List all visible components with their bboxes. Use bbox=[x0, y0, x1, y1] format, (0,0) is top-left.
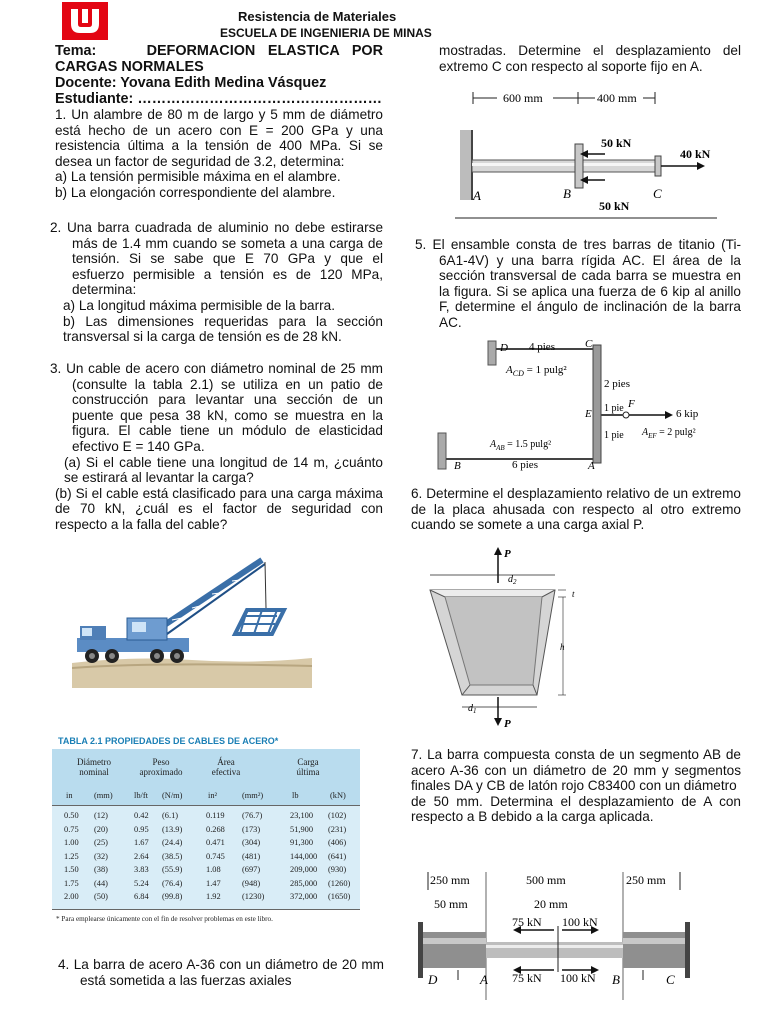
table-cell: 2.00 bbox=[64, 892, 79, 901]
problem-1: 1. Un alambre de 80 m de largo y 5 mm de diámetro está hecho de un acero con E = 200 GPa y una resistencia última a la tensión de 400 MPa. Si se desea un factor de seguridad de 3.2, determina: bbox=[55, 107, 383, 169]
fig5-force: 6 kip bbox=[676, 408, 699, 420]
table-cell: (50) bbox=[94, 892, 108, 901]
figure-problem-7 bbox=[418, 860, 718, 1020]
table-cell: (641) bbox=[328, 851, 347, 861]
table-footnote: * Para emplearse únicamente con el fin de resolver problemas en este libro. bbox=[56, 915, 273, 923]
unit-nm: (N/m) bbox=[162, 791, 183, 800]
left-column bbox=[55, 43, 383, 201]
fig5-label-d: D bbox=[500, 342, 508, 354]
header-area: Área efectiva bbox=[211, 757, 241, 777]
table-cell: 285,000 bbox=[290, 878, 318, 888]
fig7-label-a: A bbox=[480, 972, 488, 987]
table-cell: (24.4) bbox=[162, 838, 183, 847]
fig4-label-a: A bbox=[473, 188, 481, 203]
table-cell: 23,100 bbox=[290, 811, 314, 820]
problem-3a: (a) Si el cable tiene una longitud de 14 m, ¿cuánto se estirará al levantar la carga? bbox=[64, 454, 383, 486]
tema-label: Tema: bbox=[55, 43, 97, 59]
table-cell: 1.08 bbox=[206, 865, 221, 874]
fig6-d2: $d_2$ bbox=[508, 574, 517, 586]
table-cell: (948) bbox=[242, 878, 261, 888]
problem-2a: a) La longitud máxima permisible de la barra. bbox=[63, 297, 336, 313]
unit-in: in bbox=[66, 791, 73, 800]
table-cell: 1.47 bbox=[206, 878, 221, 888]
fig7-d20: 20 mm bbox=[534, 897, 568, 911]
problem-4-continued bbox=[411, 43, 741, 74]
table-cell: 0.75 bbox=[64, 824, 79, 834]
fig4-force-50-bottom: 50 kN bbox=[599, 199, 630, 213]
table-title: TABLA 2.1 PROPIEDADES DE CABLES DE ACERO* bbox=[58, 736, 279, 746]
table-body bbox=[52, 805, 360, 909]
fig6-d1: $d_1$ bbox=[468, 703, 477, 715]
problem-7: 7. La barra compuesta consta de un segmento AB de acero A-36 con un diámetro de 20 mm y segmentos finales DA y CB de latón rojo C83400 con un diámetro bbox=[411, 747, 741, 794]
problem-3b: (b) Si el cable está clasificado para una carga máxima de 70 kN, ¿cuál es el factor de seguridad con respecto a la falla del cable? bbox=[55, 485, 383, 532]
fig5-label-e: E bbox=[585, 408, 592, 420]
table-cell: 144,000 bbox=[290, 851, 318, 861]
table-cell: 2.64 bbox=[134, 851, 149, 861]
cable-properties-table bbox=[52, 733, 360, 938]
university-logo bbox=[62, 2, 108, 40]
table-cell: (930) bbox=[328, 865, 347, 874]
fig7-force-100-top: 100 kN bbox=[562, 915, 598, 929]
fig7-label-c: C bbox=[666, 972, 675, 987]
fig5-span-1a: 1 pie bbox=[604, 403, 624, 414]
table-cell: 209,000 bbox=[290, 865, 318, 874]
fig7-force-100-bottom: 100 kN bbox=[560, 971, 596, 985]
problem-6: 6. Determine el desplazamiento relativo de un extremo de la placa ahusada con respecto al otro extremo cuando se somete a una carga axial P. bbox=[411, 486, 741, 533]
fig5-aef: $A_{EF} = 2$ pulg² bbox=[642, 427, 696, 440]
table-cell: 0.471 bbox=[206, 838, 225, 847]
fig7-dim-mid: 500 mm bbox=[526, 873, 566, 887]
table-cell: 91,300 bbox=[290, 838, 314, 847]
fig4-dim-600: 600 mm bbox=[503, 91, 543, 105]
fig7-dim-right: 250 mm bbox=[626, 873, 666, 887]
fig5-span-1b: 1 pie bbox=[604, 430, 624, 441]
table-cell: 0.119 bbox=[206, 811, 225, 820]
fig5-label-f: F bbox=[628, 398, 635, 410]
problem-5-block bbox=[411, 237, 741, 331]
estudiante: Estudiante: …………………………………………… bbox=[55, 91, 382, 107]
header-weight: Peso aproximado bbox=[139, 757, 183, 777]
unit-kn: (kN) bbox=[330, 791, 346, 800]
table-cell: (99.8) bbox=[162, 892, 183, 901]
table-cell: 0.745 bbox=[206, 851, 225, 861]
table-cell: 1.50 bbox=[64, 865, 79, 874]
table-cell: (6.1) bbox=[162, 811, 179, 820]
table-cell: 5.24 bbox=[134, 878, 149, 888]
problem-2b: b) Las dimensiones requeridas para la sección transversal si la carga de tensión es de 28 kN. bbox=[63, 313, 383, 345]
table-cell: 1.92 bbox=[206, 892, 221, 901]
table-cell: (55.9) bbox=[162, 865, 183, 874]
table-cell: 51,900 bbox=[290, 824, 314, 834]
fig5-top-length: 4 pies bbox=[529, 341, 555, 353]
header-load: Carga última bbox=[296, 757, 320, 777]
problem-3-block bbox=[50, 361, 383, 533]
table-cell: (406) bbox=[328, 838, 347, 847]
problem-4: 4. La barra de acero A-36 con un diámetro de 20 mm está sometida a las fuerzas axiales bbox=[58, 957, 384, 988]
problem-1a: a) La tensión permisible máxima en el alambre. bbox=[55, 169, 341, 185]
fig4-force-50-top: 50 kN bbox=[601, 136, 632, 150]
fig7-d50: 50 mm bbox=[434, 897, 468, 911]
table-cell: (38) bbox=[94, 865, 108, 874]
fig4-force-40: 40 kN bbox=[680, 147, 711, 161]
fig7-label-d: D bbox=[428, 972, 438, 987]
problem-1b: b) La elongación correspondiente del alambre. bbox=[55, 184, 336, 200]
unit-mm: (mm) bbox=[94, 791, 113, 800]
fig7-label-b: B bbox=[612, 972, 620, 987]
table-cell: (12) bbox=[94, 811, 108, 820]
tema-text: DEFORMACION ELASTICA POR CARGAS NORMALES bbox=[55, 43, 384, 75]
table-cell: (231) bbox=[328, 824, 347, 834]
problem-6-block bbox=[411, 486, 741, 533]
fig5-label-a: A bbox=[588, 460, 595, 472]
fig4-label-c: C bbox=[653, 186, 662, 201]
fig7-dim-left: 250 mm bbox=[430, 873, 470, 887]
fig5-span-2: 2 pies bbox=[604, 378, 630, 390]
fig5-label-b: B bbox=[454, 460, 461, 472]
table-cell: (20) bbox=[94, 824, 108, 834]
table-cell: 3.83 bbox=[134, 865, 149, 874]
table-cell: 6.84 bbox=[134, 892, 149, 901]
table-cell: (13.9) bbox=[162, 824, 183, 834]
course-title: Resistencia de Materiales bbox=[238, 9, 397, 24]
fig4-label-b: B bbox=[563, 186, 571, 201]
header-diameter: Diámetro nominal bbox=[77, 757, 111, 777]
table-cell: (44) bbox=[94, 878, 108, 888]
table-cell: 1.75 bbox=[64, 878, 79, 888]
tema-line bbox=[55, 43, 383, 75]
table-cell: (32) bbox=[94, 851, 108, 861]
problem-2-block bbox=[50, 220, 383, 345]
problem-4-cont: mostradas. Determine el desplazamiento del extremo C con respecto al soporte fijo en A. bbox=[439, 43, 741, 74]
table-cell: 0.95 bbox=[134, 824, 149, 834]
problem-2: 2. Una barra cuadrada de aluminio no debe estirarse más de 1.4 mm cuando se someta a una carga de tensión. Si se sabe que E 70 GPa y que el esfuerzo permisible a tensión es de 120 MPa, determina: bbox=[50, 220, 383, 298]
fig6-p-top: P bbox=[504, 548, 511, 560]
table-cell: (1650) bbox=[328, 892, 351, 901]
table-cell: (1260) bbox=[328, 878, 351, 888]
table-cell: (173) bbox=[242, 824, 261, 834]
fig7-force-75-top: 75 kN bbox=[512, 915, 542, 929]
table-cell: (102) bbox=[328, 811, 347, 820]
problem-3: 3. Un cable de acero con diámetro nominal de 25 mm (consulte la tabla 2.1) se utiliza en un patio de construcción para levantar una sección de un puente que pesa 38 kN, como se muestra en la figura. El cable tiene un módulo de elasticidad efectivo E = 140 GPa. bbox=[50, 361, 383, 454]
fig5-bottom-length: 6 pies bbox=[512, 459, 538, 471]
docente: Docente: Yovana Edith Medina Vásquez bbox=[55, 75, 327, 91]
fig4-dim-400: 400 mm bbox=[597, 91, 637, 105]
table-cell: (25) bbox=[94, 838, 108, 847]
fig7-force-75-bottom: 75 kN bbox=[512, 971, 542, 985]
table-cell: (1230) bbox=[242, 892, 265, 901]
problem-4-block bbox=[58, 957, 384, 988]
table-cell: 372,000 bbox=[290, 892, 318, 901]
fig6-h: h bbox=[560, 642, 565, 652]
table-cell: (76.4) bbox=[162, 878, 183, 888]
crane-illustration bbox=[72, 548, 312, 688]
table-cell: 1.67 bbox=[134, 838, 149, 847]
unit-lbft: lb/ft bbox=[134, 791, 148, 800]
figure-problem-4 bbox=[455, 80, 720, 220]
table-cell: (304) bbox=[242, 838, 261, 847]
fig5-aab: $A_{AB} = 1.5$ pulg² bbox=[490, 439, 552, 452]
figure-problem-6 bbox=[410, 545, 580, 730]
table-cell: 0.42 bbox=[134, 811, 149, 820]
table-cell: 1.00 bbox=[64, 838, 79, 847]
unit-lb: lb bbox=[292, 791, 299, 800]
table-cell: 0.268 bbox=[206, 824, 225, 834]
table-cell: 0.50 bbox=[64, 811, 79, 820]
table-cell: (38.5) bbox=[162, 851, 183, 861]
fig6-p-bottom: P bbox=[504, 718, 511, 730]
problem-7b: de 50 mm. Determina el desplazamiento de A con respecto a B debido a la carga aplicada. bbox=[411, 793, 741, 825]
problem-5: 5. El ensamble consta de tres barras de titanio (Ti-6A1-4V) y una barra rígida AC. El área de la sección transversal de cada barra se muestra en la figura. Si se aplica una fuerza de 6 kip al anillo F, determine el ángulo de inclinación de la barra AC. bbox=[415, 237, 741, 330]
school-name: ESCUELA DE INGENIERIA DE MINAS bbox=[220, 26, 432, 40]
fig5-acd: $A_{CD} = 1$ pulg² bbox=[506, 364, 567, 378]
table-cell: 1.25 bbox=[64, 851, 79, 861]
unit-in2: in² bbox=[208, 791, 218, 800]
problem-7-block bbox=[411, 747, 741, 825]
table-cell: (697) bbox=[242, 865, 261, 874]
figure-problem-5 bbox=[430, 335, 720, 475]
fig5-label-c: C bbox=[585, 338, 593, 350]
table-cell: (481) bbox=[242, 851, 261, 861]
table-cell: (76.7) bbox=[242, 811, 263, 820]
unit-mm2: (mm²) bbox=[242, 791, 264, 800]
fig6-t: t bbox=[572, 589, 575, 599]
